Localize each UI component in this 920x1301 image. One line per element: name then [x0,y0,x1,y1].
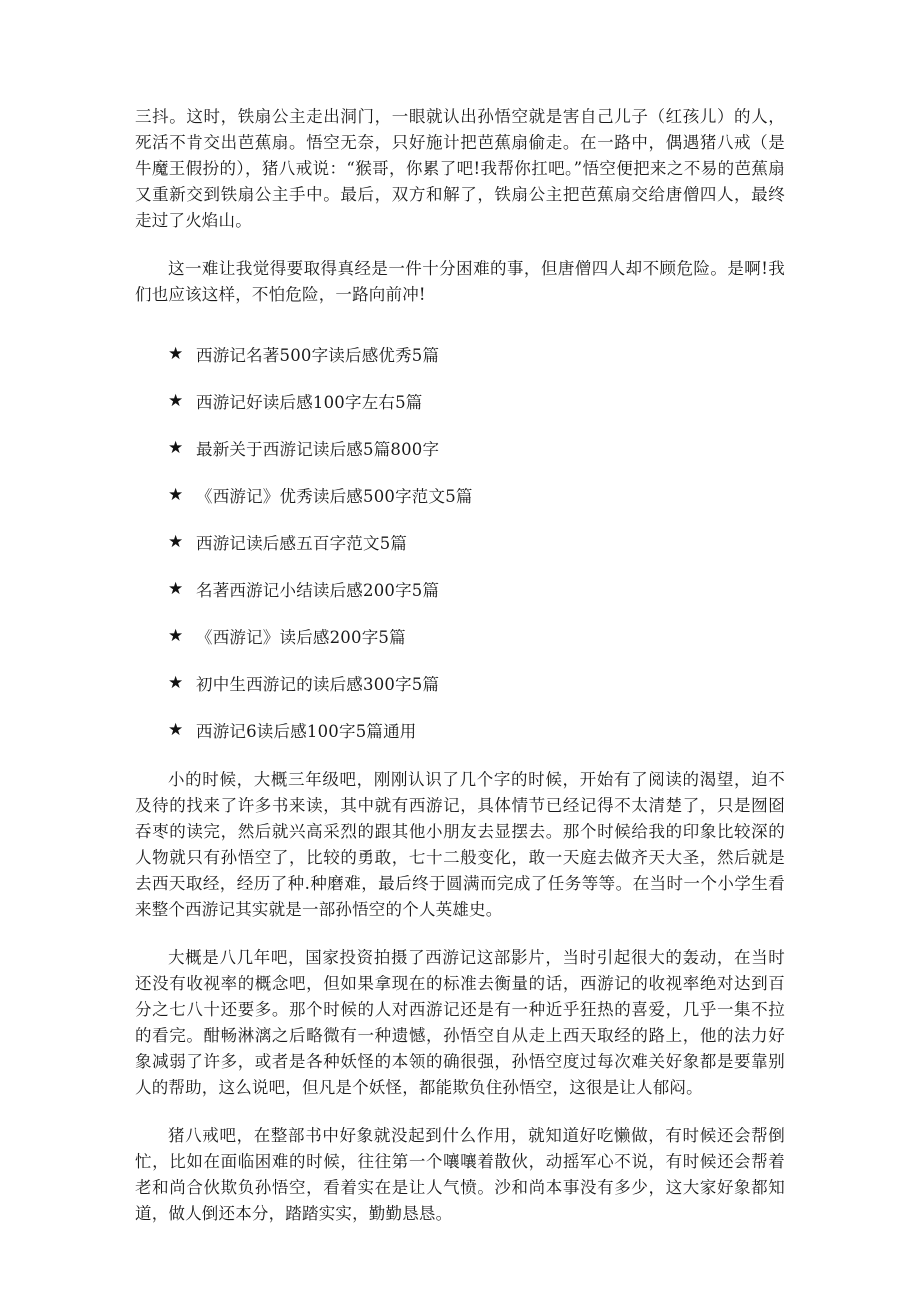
star-icon: ★ [168,625,184,646]
star-icon: ★ [168,343,184,364]
related-article-item[interactable] [135,612,785,659]
related-article-link[interactable]: 《西游记》优秀读后感500字范文5篇 [196,486,473,506]
star-icon: ★ [168,437,184,458]
star-icon: ★ [168,719,184,740]
star-icon: ★ [168,578,184,599]
star-icon: ★ [168,484,184,505]
related-article-item[interactable] [135,565,785,612]
related-article-link[interactable]: 初中生西游记的读后感300字5篇 [196,674,440,694]
related-article-link[interactable]: 西游记6读后感100字5篇通用 [196,721,417,741]
related-articles-list [135,330,785,753]
tv-series-paragraph: 大概是八几年吧，国家投资拍摄了西游记这部影片，当时引起很大的轰动，在当时还没有收视率的概念吧，但如果拿现在的标准去衡量的话，西游记的收视率绝对达到百分之七八十还要多。那个时候的人对西游记还是有一种近乎狂热的喜爱，几乎一集不拉的看完。酣畅淋漓之后略微有一种遗憾，孙悟空自从走上西天取经的路上，他的法力好象减弱了许多，或者是各种妖怪的本领的确很强，孙悟空度过每次难关好象都是要靠别人的帮助，这么说吧，但凡是个妖怪，都能欺负住孙悟空，这很是让人郁闷。 [135,948,785,1097]
star-icon: ★ [168,390,184,411]
reflection-paragraph: 这一难让我觉得要取得真经是一件十分困难的事，但唐僧四人却不顾危险。是啊!我们也应该这样，不怕危险，一路向前冲! [135,259,785,304]
related-article-item[interactable] [135,518,785,565]
related-article-item[interactable] [135,330,785,377]
star-icon: ★ [168,531,184,552]
related-article-link[interactable]: 西游记好读后感100字左右5篇 [196,392,423,412]
related-article-item[interactable] [135,659,785,706]
related-article-item[interactable] [135,424,785,471]
related-article-link[interactable]: 西游记读后感五百字范文5篇 [196,533,408,553]
related-article-item[interactable] [135,706,785,753]
related-article-link[interactable]: 名著西游记小结读后感200字5篇 [196,580,440,600]
document-page [135,104,785,1227]
star-icon: ★ [168,672,184,693]
related-article-item[interactable] [135,471,785,518]
related-article-link[interactable]: 最新关于西游记读后感5篇800字 [196,439,440,459]
childhood-paragraph: 小的时候，大概三年级吧，刚刚认识了几个字的时候，开始有了阅读的渴望，迫不及待的找来了许多书来读，其中就有西游记，具体情节已经记得不太清楚了，只是囫囵吞枣的读完，然后就兴高采烈的跟其他小朋友去显摆去。那个时候给我的印象比较深的人物就只有孙悟空了，比较的勇敢，七十二般变化，敢一天庭去做齐天大圣，然后就是去西天取经，经历了种.种磨难，最后终于圆满而完成了任务等等。在当时一个小学生看来整个西游记其实就是一部孙悟空的个人英雄史。 [135,770,785,919]
related-article-item[interactable] [135,377,785,424]
story-paragraph: 三抖。这时，铁扇公主走出洞门，一眼就认出孙悟空就是害自己儿子（红孩儿）的人，死活不肯交出芭蕉扇。悟空无奈，只好施计把芭蕉扇偷走。在一路中，偶遇猪八戒（是牛魔王假扮的），猪八戒说：“猴哥，你累了吧!我帮你扛吧。”悟空便把来之不易的芭蕉扇又重新交到铁扇公主手中。最后，双方和解了，铁扇公主把芭蕉扇交给唐僧四人，最终走过了火焰山。 [135,107,785,230]
characters-paragraph: 猪八戒吧，在整部书中好象就没起到什么作用，就知道好吃懒做，有时候还会帮倒忙，比如在面临困难的时候，往往第一个嚷嚷着散伙，动摇军心不说，有时候还会帮着老和尚合伙欺负孙悟空，看着实在是让人气愤。沙和尚本事没有多少，这大家好象都知道，做人倒还本分，踏踏实实，勤勤恳恳。 [135,1126,785,1223]
related-article-link[interactable]: 西游记名著500字读后感优秀5篇 [196,345,440,365]
related-article-link[interactable]: 《西游记》读后感200字5篇 [196,627,406,647]
